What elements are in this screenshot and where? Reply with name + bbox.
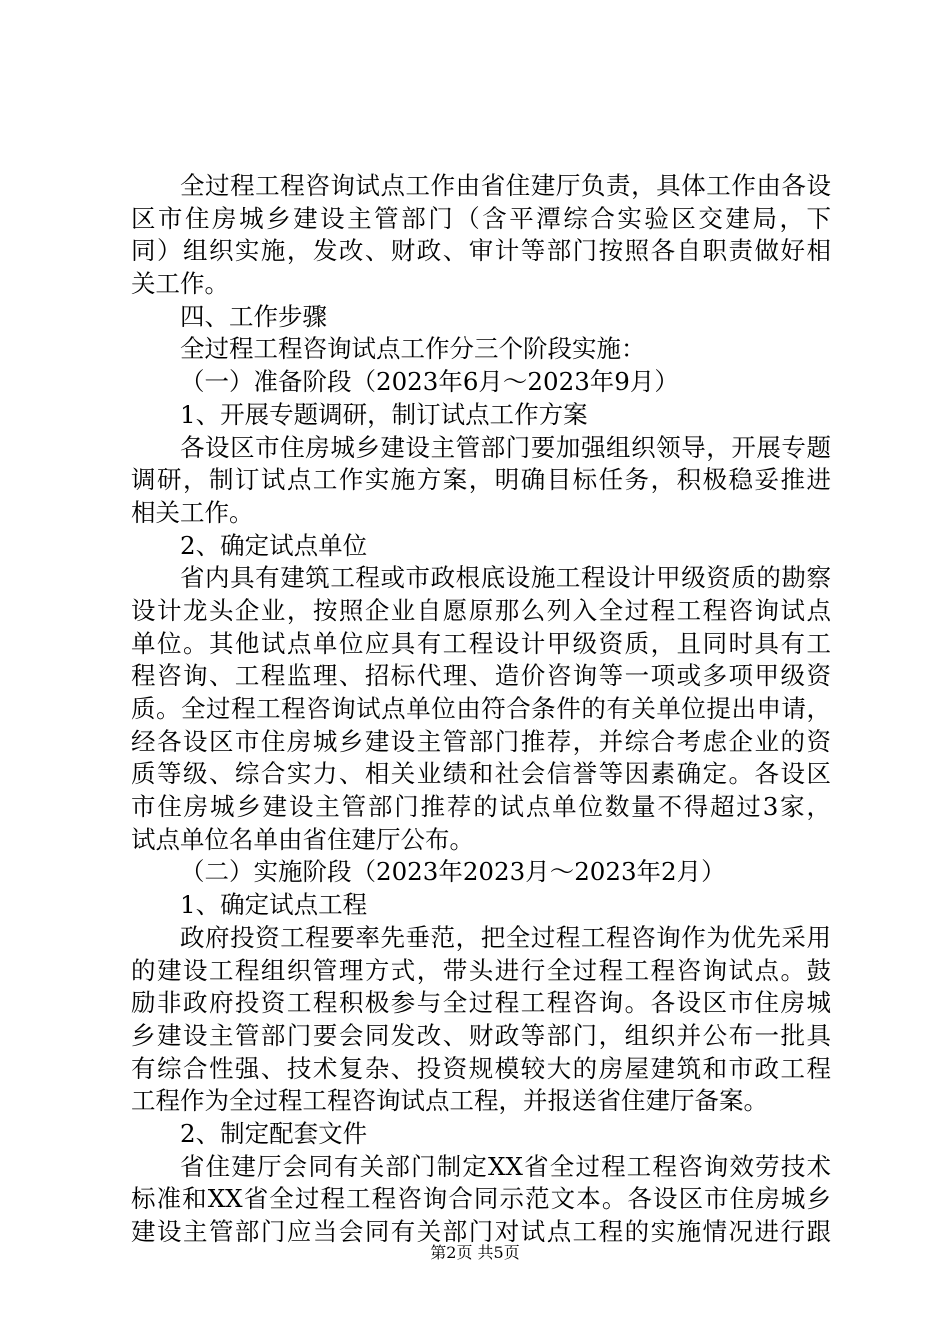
text-line: 省住建厅会同有关部门制定XX省全过程工程咨询效劳技术 (180, 1151, 831, 1181)
text-line: 工程作为全过程工程咨询试点工程，并报送省住建厅备案。 (131, 1086, 768, 1116)
text-line: 经各设区市住房城乡建设主管部门推荐，并综合考虑企业的资 (131, 726, 831, 756)
text-line: 同）组织实施，发改、财政、审计等部门按照各自职责做好相 (131, 236, 831, 266)
item-heading: 1、确定试点工程 (180, 890, 368, 920)
text-line: 调研，制订试点工作实施方案，明确目标任务，积极稳妥推进 (131, 465, 831, 495)
subsection-heading: （二）实施阶段（2023年2023月～2023年2月） (180, 857, 726, 887)
document-body (131, 170, 831, 1249)
text-line: 区市住房城乡建设主管部门（含平潭综合实验区交建局，下 (131, 203, 831, 233)
text-line: 试点单位名单由省住建厅公布。 (131, 824, 474, 854)
text-line: 标准和XX省全过程工程咨询合同示范文本。各设区市住房城乡 (131, 1184, 831, 1214)
text-line: 关工作。 (131, 269, 229, 299)
subsection-heading: （一）准备阶段（2023年6月～2023年9月） (180, 367, 679, 397)
text-line: 全过程工程咨询试点工作由省住建厅负责，具体工作由各设 (180, 171, 831, 200)
text-line: 全过程工程咨询试点工作分三个阶段实施： (180, 334, 646, 364)
text-line: 政府投资工程要率先垂范，把全过程工程咨询作为优先采用 (180, 922, 831, 952)
text-line: 的建设工程组织管理方式，带头进行全过程工程咨询试点。鼓 (131, 955, 831, 985)
text-line: 相关工作。 (131, 497, 254, 527)
item-heading: 2、制定配套文件 (180, 1118, 368, 1148)
text-line: 设计龙头企业，按照企业自愿原那么列入全过程工程咨询试点 (131, 595, 831, 625)
text-line: 励非政府投资工程积极参与全过程工程咨询。各设区市住房城 (131, 988, 831, 1018)
text-line: 质。全过程工程咨询试点单位由符合条件的有关单位提出申请， (131, 694, 831, 723)
text-line: 省内具有建筑工程或市政根底设施工程设计甲级资质的勘察 (180, 563, 831, 593)
text-line: 单位。其他试点单位应具有工程设计甲级资质，且同时具有工 (131, 628, 831, 658)
text-line: 建设主管部门应当会同有关部门对试点工程的实施情况进行跟 (131, 1217, 831, 1246)
text-line: 有综合性强、技术复杂、投资规模较大的房屋建筑和市政工程 (131, 1053, 831, 1083)
text-line: 市住房城乡建设主管部门推荐的试点单位数量不得超过3家， (131, 792, 831, 822)
section-heading: 四、工作步骤 (180, 301, 327, 331)
item-heading: 2、确定试点单位 (180, 530, 368, 560)
text-line: 各设区市住房城乡建设主管部门要加强组织领导，开展专题 (180, 432, 831, 462)
page-number-footer: 第2页 共5页 (430, 1243, 520, 1262)
text-line: 质等级、综合实力、相关业绩和社会信誉等因素确定。各设区 (131, 759, 831, 789)
text-line: 乡建设主管部门要会同发改、财政等部门，组织并公布一批具 (131, 1020, 831, 1050)
item-heading: 1、开展专题调研，制订试点工作方案 (180, 399, 588, 429)
text-line: 程咨询、工程监理、招标代理、造价咨询等一项或多项甲级资 (131, 661, 831, 691)
